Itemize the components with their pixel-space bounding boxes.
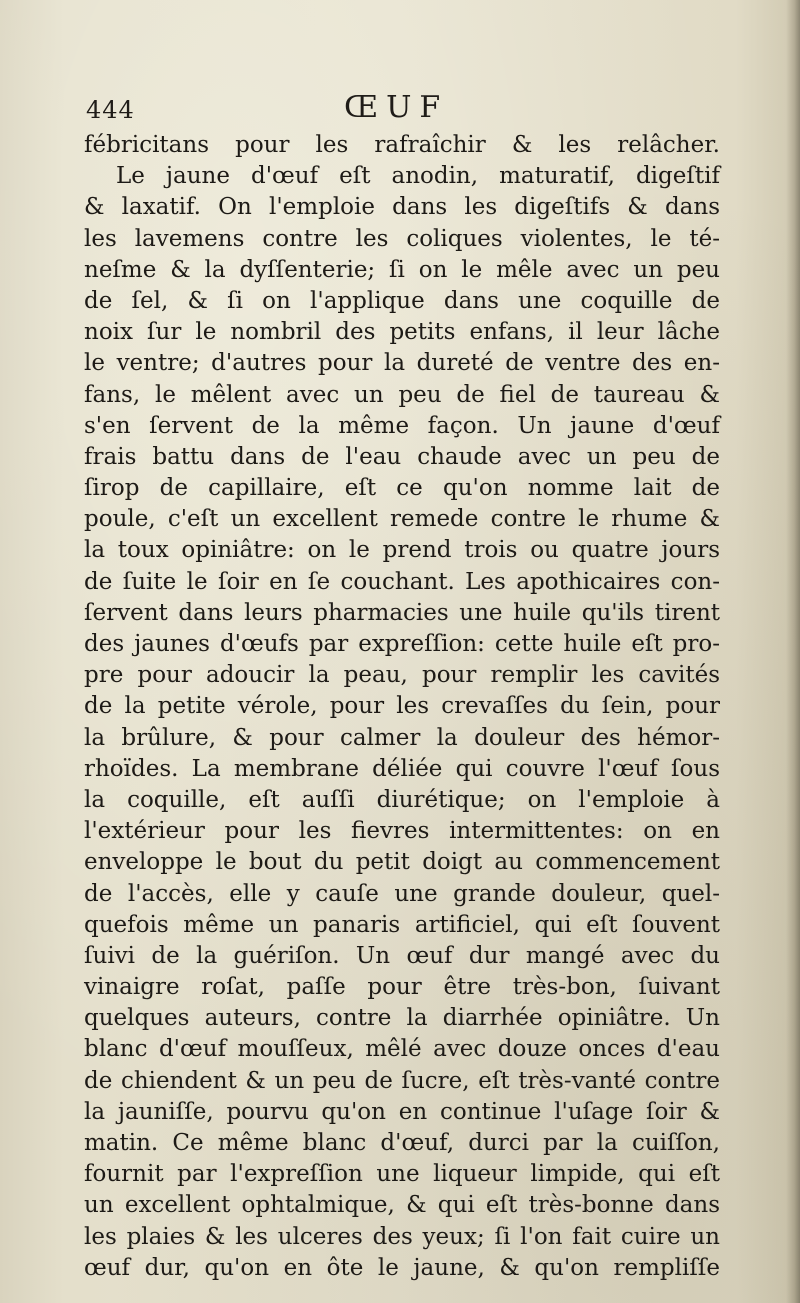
text-line: & laxatif. On l'emploie dans les digeſtifs & dans bbox=[84, 194, 720, 221]
text-line: la brûlure, & pour calmer la douleur des hémor- bbox=[84, 724, 720, 751]
text-line: frais battu dans de l'eau chaude avec un peu de bbox=[84, 443, 720, 470]
text-line: Le jaune d'œuf eſt anodin, maturatif, digeſtif bbox=[116, 163, 720, 190]
text-line: enveloppe le bout du petit doigt au commencement bbox=[84, 849, 720, 876]
text-line: de l'accès, elle y cauſe une grande douleur, quel- bbox=[84, 880, 720, 907]
text-line: quefois même un panaris artificiel, qui eſt ſouvent bbox=[84, 911, 720, 938]
text-line: vinaigre roſat, paſſe pour être très-bon, ſuivant bbox=[84, 974, 720, 1001]
text-line: la jauniſſe, pourvu qu'on en continue l'uſage ſoir & bbox=[84, 1098, 720, 1125]
text-line: de ſel, & ſi on l'applique dans une coquille de bbox=[84, 287, 720, 314]
text-line: fans, le mêlent avec un peu de fiel de taureau & bbox=[84, 381, 720, 408]
text-line: fournit par l'expreſſion une liqueur limpide, qui eſt bbox=[84, 1161, 720, 1188]
page-edge-shadow bbox=[786, 0, 800, 1303]
text-line: noix ſur le nombril des petits enfans, il leur lâche bbox=[84, 319, 720, 346]
running-head: ŒUF bbox=[344, 90, 449, 125]
text-line: la coquille, eſt auſſi diurétique; on l'emploie à bbox=[84, 786, 720, 813]
text-line: les lavemens contre les coliques violentes, le té- bbox=[84, 225, 720, 252]
text-line: ſirop de capillaire, eſt ce qu'on nomme lait de bbox=[84, 475, 720, 502]
body-text bbox=[84, 130, 720, 1284]
text-line: des jaunes d'œufs par expreſſion: cette huile eſt pro- bbox=[84, 631, 720, 657]
text-line: rhoïdes. La membrane déliée qui couvre l'œuf ſous bbox=[84, 755, 720, 782]
text-line: pre pour adoucir la peau, pour remplir les cavités bbox=[84, 662, 720, 689]
text-line: œuf dur, qu'on en ôte le jaune, & qu'on rempliſſe bbox=[84, 1254, 720, 1281]
text-line: ſervent dans leurs pharmacies une huile qu'ils tirent bbox=[84, 599, 720, 626]
text-line: neſme & la dyſſenterie; ſi on le mêle avec un peu bbox=[84, 256, 720, 283]
text-line: la toux opiniâtre: on le prend trois ou quatre jours bbox=[84, 537, 720, 564]
text-line: blanc d'œuf mouſſeux, mêlé avec douze onces d'eau bbox=[84, 1036, 720, 1063]
text-line: de chiendent & un peu de ſucre, eſt très-vanté contre bbox=[84, 1067, 720, 1094]
text-line: ſuivi de la guériſon. Un œuf dur mangé avec du bbox=[84, 942, 720, 969]
text-line: matin. Ce même blanc d'œuf, durci par la cuiſſon, bbox=[84, 1130, 720, 1156]
text-line: fébricitans pour les rafraîchir & les relâcher. bbox=[84, 132, 720, 158]
text-line: s'en ſervent de la même façon. Un jaune d'œuf bbox=[84, 412, 720, 439]
page-header bbox=[86, 86, 706, 130]
text-line: un excellent ophtalmique, & qui eſt très-bonne dans bbox=[84, 1192, 720, 1219]
page-number: 444 bbox=[86, 96, 135, 124]
text-line: l'extérieur pour les fievres intermittentes: on en bbox=[84, 818, 720, 845]
text-line: quelques auteurs, contre la diarrhée opiniâtre. Un bbox=[84, 1005, 720, 1032]
text-line: de ſuite le ſoir en ſe couchant. Les apothicaires con- bbox=[84, 568, 720, 595]
text-line: le ventre; d'autres pour la dureté de ventre des en- bbox=[84, 350, 720, 377]
text-line: de la petite vérole, pour les crevaſſes du ſein, pour bbox=[84, 693, 720, 720]
text-line: poule, c'eſt un excellent remede contre le rhume & bbox=[84, 506, 720, 533]
text-line: les plaies & les ulceres des yeux; ſi l'on fait cuire un bbox=[84, 1223, 720, 1250]
